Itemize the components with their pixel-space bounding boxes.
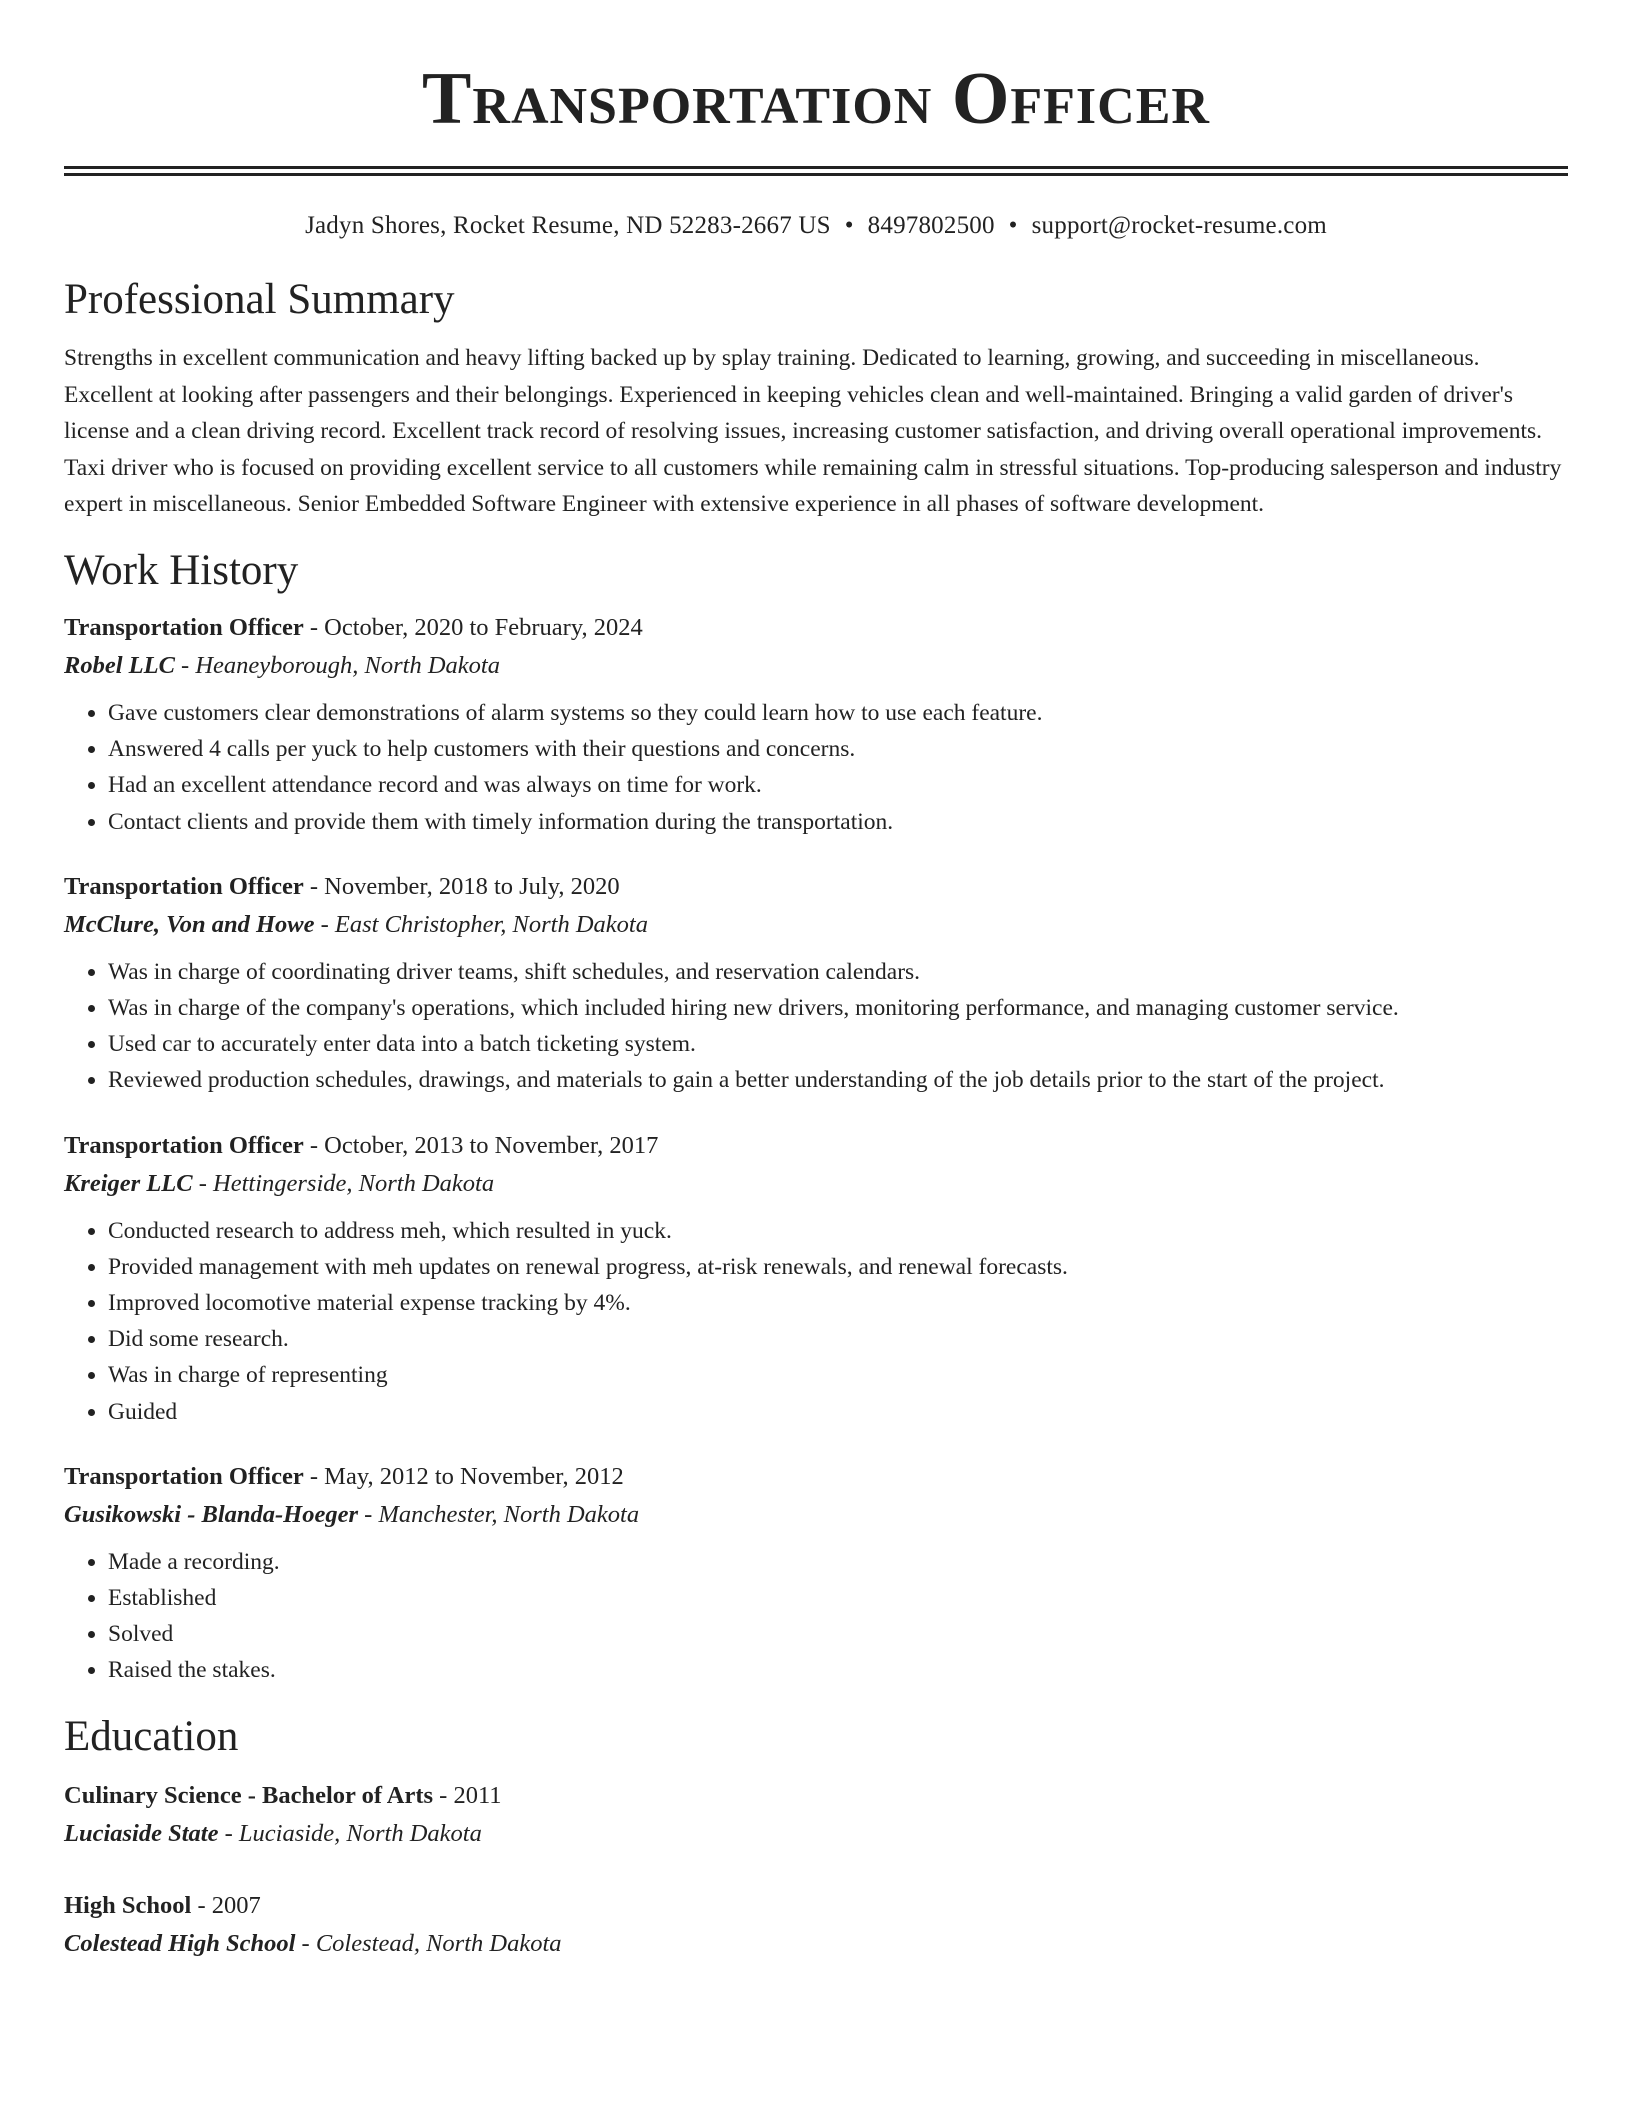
job-title-line (64, 1127, 1568, 1165)
job-bullet: • Was in charge of the company's operations, which included hiring new drivers, monitoring performance, and managing customer service. (108, 990, 1568, 1026)
job-dates: - October, 2020 to February, 2024 (303, 613, 643, 641)
education-location: - Luciaside, North Dakota (218, 1819, 482, 1847)
education-degree: Culinary Science - Bachelor of Arts (64, 1781, 434, 1809)
job-entry (64, 1127, 1568, 1430)
job-bullet-list (64, 1544, 1568, 1689)
contact-phone: 8497802500 (867, 212, 995, 239)
education-year: - 2011 (433, 1781, 502, 1809)
contact-email: support@rocket-resume.com (1031, 212, 1327, 239)
job-bullet: • Improved locomotive material expense tracking by 4%. (108, 1285, 1568, 1321)
contact-line (64, 210, 1568, 242)
job-bullet: • Was in charge of coordinating driver teams, shift schedules, and reservation calendars. (108, 954, 1568, 990)
job-company-line (64, 906, 1568, 944)
job-title-line (64, 1458, 1568, 1496)
job-location: - Hettingerside, North Dakota (192, 1169, 495, 1197)
job-company: Robel LLC (64, 651, 175, 679)
job-title: Transportation Officer (64, 872, 304, 900)
job-bullet: • Guided (108, 1394, 1568, 1430)
job-title-line (64, 609, 1568, 647)
job-bullet: • Conducted research to address meh, which resulted in yuck. (108, 1213, 1568, 1249)
job-company-line (64, 1165, 1568, 1203)
work-history-heading: Work History (64, 546, 299, 594)
education-location: - Colestead, North Dakota (295, 1929, 562, 1957)
job-entry (64, 1458, 1568, 1689)
job-company: Kreiger LLC (64, 1169, 193, 1197)
job-bullet: • Gave customers clear demonstrations of alarm systems so they could learn how to use each feature. (108, 695, 1568, 731)
job-bullet: • Made a recording. (108, 1544, 1568, 1580)
contact-separator: • (1008, 212, 1018, 239)
job-bullet: • Raised the stakes. (108, 1652, 1568, 1688)
education-entry (64, 1777, 1568, 1853)
job-bullet-list (64, 954, 1568, 1099)
job-location: - Manchester, North Dakota (358, 1500, 640, 1528)
job-company-line (64, 1496, 1568, 1534)
education-degree-line (64, 1777, 1568, 1815)
title-double-rule (64, 166, 1568, 176)
job-bullet: • Had an excellent attendance record and was always on time for work. (108, 767, 1568, 803)
job-bullet: • Reviewed production schedules, drawings, and materials to gain a better understanding of the job details prior to the start of the project. (108, 1062, 1568, 1098)
job-dates: - October, 2013 to November, 2017 (303, 1131, 659, 1159)
job-title: Transportation Officer (64, 613, 304, 641)
job-entry (64, 868, 1568, 1099)
job-dates: - November, 2018 to July, 2020 (303, 872, 620, 900)
job-title: Transportation Officer (64, 1462, 304, 1490)
job-bullet: • Answered 4 calls per yuck to help customers with their questions and concerns. (108, 731, 1568, 767)
job-bullet: • Used car to accurately enter data into a batch ticketing system. (108, 1026, 1568, 1062)
education-degree-line (64, 1887, 1568, 1925)
job-bullet-list (64, 695, 1568, 840)
job-location: - Heaneyborough, North Dakota (174, 651, 500, 679)
education-school: Colestead High School (64, 1929, 296, 1957)
job-bullet: • Provided management with meh updates on renewal progress, at-risk renewals, and renewal forecasts. (108, 1249, 1568, 1285)
job-title-line (64, 868, 1568, 906)
summary-heading: Professional Summary (64, 276, 455, 323)
education-school-line (64, 1925, 1568, 1963)
job-title: Transportation Officer (64, 1131, 304, 1159)
contact-address: Jadyn Shores, Rocket Resume, ND 52283-2667 US (305, 212, 831, 239)
job-company-line (64, 647, 1568, 685)
education-entry (64, 1887, 1568, 1963)
resume-title: Transportation Officer (422, 58, 1210, 140)
summary-text: Strengths in excellent communication and heavy lifting backed up by splay training. Dedicated to learning, growing, and succeeding in miscellaneous. Excellent at looking after passengers and their belongings. Experienced in keeping vehicles clean and well-maintained. Bringing a valid garden of driver's license and a clean driving record. Excellent track record of resolving issues, increasing customer satisfaction, and driving overall operational improvements. Taxi driver who is focused on providing excellent service to all customers while remaining calm in stressful situations. Top-producing salesperson and industry expert in miscellaneous. Senior Embedded Software Engineer with extensive experience in all phases of software development. (64, 345, 1562, 518)
job-company: McClure, Von and Howe (64, 910, 315, 938)
education-school: Luciaside State (64, 1819, 219, 1847)
job-bullet: • Established (108, 1580, 1568, 1616)
education-school-line (64, 1815, 1568, 1853)
job-bullet: • Did some research. (108, 1321, 1568, 1357)
education-year: - 2007 (191, 1891, 261, 1919)
job-bullet: • Solved (108, 1616, 1568, 1652)
job-company: Gusikowski - Blanda-Hoeger (64, 1500, 359, 1528)
job-entry (64, 609, 1568, 840)
job-location: - East Christopher, North Dakota (314, 910, 648, 938)
job-bullet: • Contact clients and provide them with timely information during the transportation. (108, 804, 1568, 840)
job-dates: - May, 2012 to November, 2012 (303, 1462, 624, 1490)
job-bullet-list (64, 1213, 1568, 1430)
contact-separator: • (844, 212, 854, 239)
education-degree: High School (64, 1891, 192, 1919)
job-bullet: • Was in charge of representing (108, 1357, 1568, 1393)
education-heading: Education (64, 1712, 239, 1760)
